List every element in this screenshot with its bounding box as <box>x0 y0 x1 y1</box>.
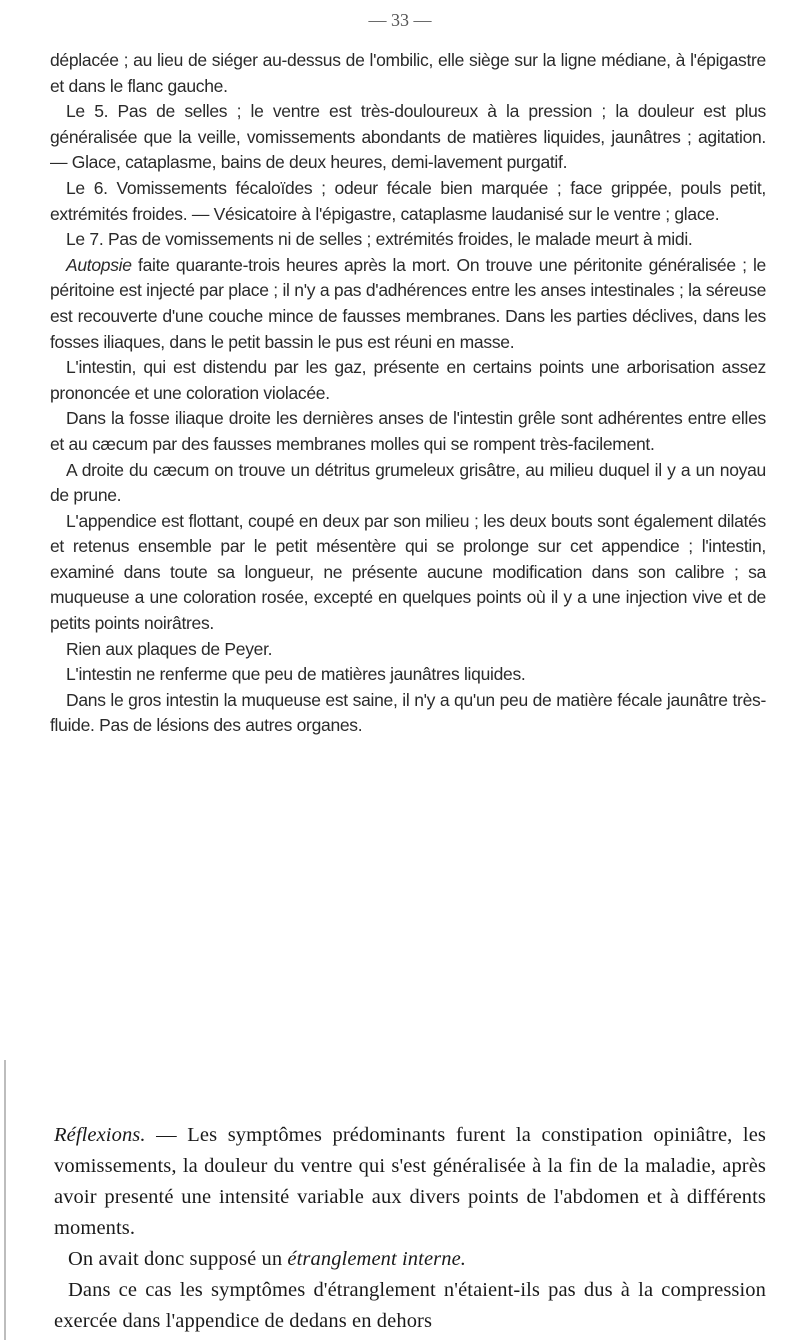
reflexions-heading: Réflexions. <box>54 1124 146 1146</box>
paragraph-peyer: Rien aux plaques de Peyer. <box>66 638 273 659</box>
paragraph-day-5: Le 5. Pas de selles ; le ventre est très-douloureux à la pression ; la douleur est plus généralisée que la veille, vomissements abondants de matières liquides, jaunâtres ; agitation. — Glace, cataplasme, bains de deux heures, demi-lavement purgatif. <box>50 101 766 173</box>
autopsy-text: faite quarante-trois heures après la mort. On trouve une péritonite généralisée ; le péritoine est injecté par place ; il n'y a pas d'adhérences entre les anses intestinales ; la séreuse est recouverte d'une couche mince de fausses membranes. Dans les parties déclives, dans les fosses iliaques, dans le petit bassin le pus est réuni en masse. <box>50 254 766 352</box>
paragraph-contents: L'intestin ne renferme que peu de matières jaunâtres liquides. <box>66 664 526 685</box>
paragraph-intestine: L'intestin, qui est distendu par les gaz, présente en certains points une arborisation assez prononcée et une coloration violacée. <box>50 357 766 403</box>
paragraph-caecum: A droite du cæcum on trouve un détritus grumeleux grisâtre, au milieu duquel il y a un noyau de prune. <box>50 459 766 506</box>
paragraph-large-intestine: Dans le gros intestin la muqueuse est saine, il n'y a qu'un peu de matière fécale jaunâtre très-fluide. Pas de lésions des autres organes. <box>50 689 766 736</box>
supposition-emphasis: étranglement interne. <box>287 1248 467 1270</box>
page-number: — 33 — <box>368 10 432 30</box>
paragraph-day-6: Le 6. Vomissements fécaloïdes ; odeur fécale bien marquée ; face grippée, pouls petit, extrémités froides. — Vésicatoire à l'épigastre, cataplasme laudanisé sur le ventre ; glace. <box>50 177 766 224</box>
autopsy-heading: Autopsie <box>66 254 132 275</box>
question-paragraph: Dans ce cas les symptômes d'étranglement n'étaient-ils pas dus à la compression exercée dans l'appendice de dedans en dehors <box>54 1279 766 1332</box>
paragraph-iliac-fossa: Dans la fosse iliaque droite les dernières anses de l'intestin grêle sont adhérentes entre elles et au cæcum par des fausses membranes molles qui se rompent très-facilement. <box>50 408 766 454</box>
reflexions-paragraph <box>54 1120 766 1244</box>
paragraph-appendix: L'appendice est flottant, coupé en deux par son milieu ; les deux bouts sont également dilatés et retenus ensemble par le petit mésentère qui se prolonge sur cet appendice ; l'intestin, examiné dans toute sa longueur, ne présente aucune modification dans son calibre ; sa muqueuse a une coloration rosée, excepté en quelques points où il y a une injection vive et de petits points noirâtres. <box>50 510 766 634</box>
supposition-text: On avait donc supposé un <box>68 1248 288 1270</box>
supposition-paragraph <box>54 1244 766 1275</box>
paragraph-day-7: Le 7. Pas de vomissements ni de selles ; extrémités froides, le malade meurt à midi. <box>66 229 693 250</box>
reflexions-text: — Les symptômes prédominants furent la constipation opiniâtre, les vomissements, la douleur du ventre qui s'est généralisée à la fin de la maladie, après avoir presenté une intensité variable aux divers points de l'abdomen et à différents moments. <box>54 1124 766 1239</box>
reflexions-section <box>54 1120 766 1337</box>
paragraph-continuation: déplacée ; au lieu de siéger au-dessus de l'ombilic, elle siège sur la ligne médiane, à l'épigastre et dans le flanc gauche. <box>50 50 766 96</box>
case-report-text <box>50 48 766 739</box>
paragraph-autopsy <box>50 253 766 355</box>
scan-margin-line <box>4 1060 6 1340</box>
